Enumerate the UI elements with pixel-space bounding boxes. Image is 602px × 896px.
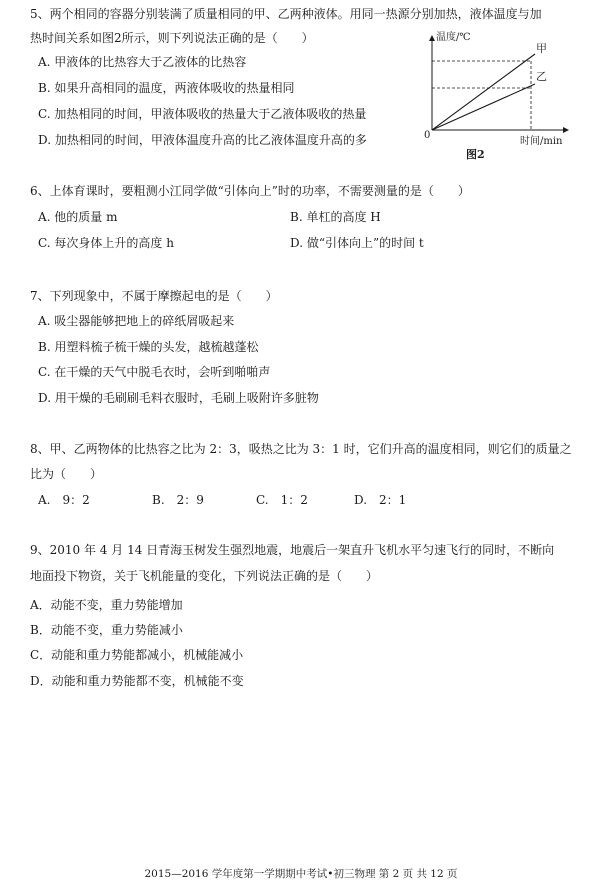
page-footer: 2015—2016 学年度第一学期期中考试•初三物理 第 2 页 共 12 页 bbox=[144, 868, 458, 880]
q9-stem-line1: 9、2010 年 4 月 14 日青海玉树发生强烈地震，地震后一架直升飞机水平匀速飞行的同时，不断向 bbox=[30, 543, 555, 557]
q9-option-d: D．动能和重力势能都不变，机械能不变 bbox=[30, 674, 244, 688]
x-axis-label: 时间/min bbox=[520, 136, 563, 147]
q8-option-b: B. 2：9 bbox=[152, 493, 204, 507]
series-yi-label: 乙 bbox=[536, 70, 547, 83]
series-jia-label: 甲 bbox=[536, 42, 547, 55]
q9-option-c: C．动能和重力势能都减小，机械能减小 bbox=[30, 648, 244, 662]
q9-option-a: A．动能不变，重力势能增加 bbox=[30, 598, 183, 612]
q5-option-d: D. 加热相同的时间，甲液体温度升高的比乙液体温度升高的多 bbox=[38, 133, 367, 147]
q7-option-d: D. 用干燥的毛刷刷毛料衣服时，毛刷上吸附许多脏物 bbox=[38, 391, 319, 405]
q5-option-b: B. 如果升高相同的温度，两液体吸收的热量相同 bbox=[38, 81, 295, 95]
q9-stem-line2: 地面投下物资，关于飞机能量的变化，下列说法正确的是（ ） bbox=[30, 569, 379, 583]
q6-option-b: B. 单杠的高度 H bbox=[290, 210, 381, 224]
series-jia-line bbox=[432, 54, 535, 130]
q8-stem-line1: 8、甲、乙两物体的比热容之比为 2：3，吸热之比为 3：1 时，它们升高的温度相同，则它们的质量之 bbox=[30, 442, 572, 456]
q7-option-a: A. 吸尘器能够把地上的碎纸屑吸起来 bbox=[38, 314, 235, 328]
q5-stem-line2: 热时间关系如图2所示，则下列说法正确的是（ ） bbox=[30, 31, 314, 45]
q5-stem-line1: 5、两个相同的容器分别装满了质量相同的甲、乙两种液体。用同一热源分别加热，液体温度与加 bbox=[30, 7, 542, 21]
q6-option-a: A. 他的质量 m bbox=[38, 210, 118, 224]
q9-option-b: B．动能不变，重力势能减小 bbox=[30, 623, 183, 637]
q7-option-b: B. 用塑料梳子梳干燥的头发，越梳越蓬松 bbox=[38, 340, 259, 354]
q5-option-c: C. 加热相同的时间，甲液体吸收的热量大于乙液体吸收的热量 bbox=[38, 107, 367, 121]
origin-label: 0 bbox=[424, 130, 431, 141]
q8-stem-line2: 比为（ ） bbox=[30, 467, 103, 481]
figure-caption: 图2 bbox=[466, 148, 485, 161]
q5-option-a: A. 甲液体的比热容大于乙液体的比热容 bbox=[38, 55, 247, 69]
q7-stem: 7、下列现象中，不属于摩擦起电的是（ ） bbox=[30, 289, 278, 303]
q7-option-c: C. 在干燥的天气中脱毛衣时，会听到啪啪声 bbox=[38, 365, 271, 379]
q6-option-d: D. 做“引体向上”的时间 t bbox=[290, 236, 424, 250]
q8-option-a: A. 9：2 bbox=[38, 493, 90, 507]
series-yi-line bbox=[432, 84, 535, 130]
temperature-time-graph bbox=[408, 26, 588, 164]
q8-option-c: C. 1：2 bbox=[256, 493, 308, 507]
y-axis-label: 温度/℃ bbox=[436, 32, 471, 43]
q6-stem: 6、上体育课时，要粗测小江同学做“引体向上”时的功率，不需要测量的是（ ） bbox=[30, 184, 470, 198]
q8-option-d: D. 2：1 bbox=[354, 493, 407, 507]
q6-option-c: C. 每次身体上升的高度 h bbox=[38, 236, 174, 250]
